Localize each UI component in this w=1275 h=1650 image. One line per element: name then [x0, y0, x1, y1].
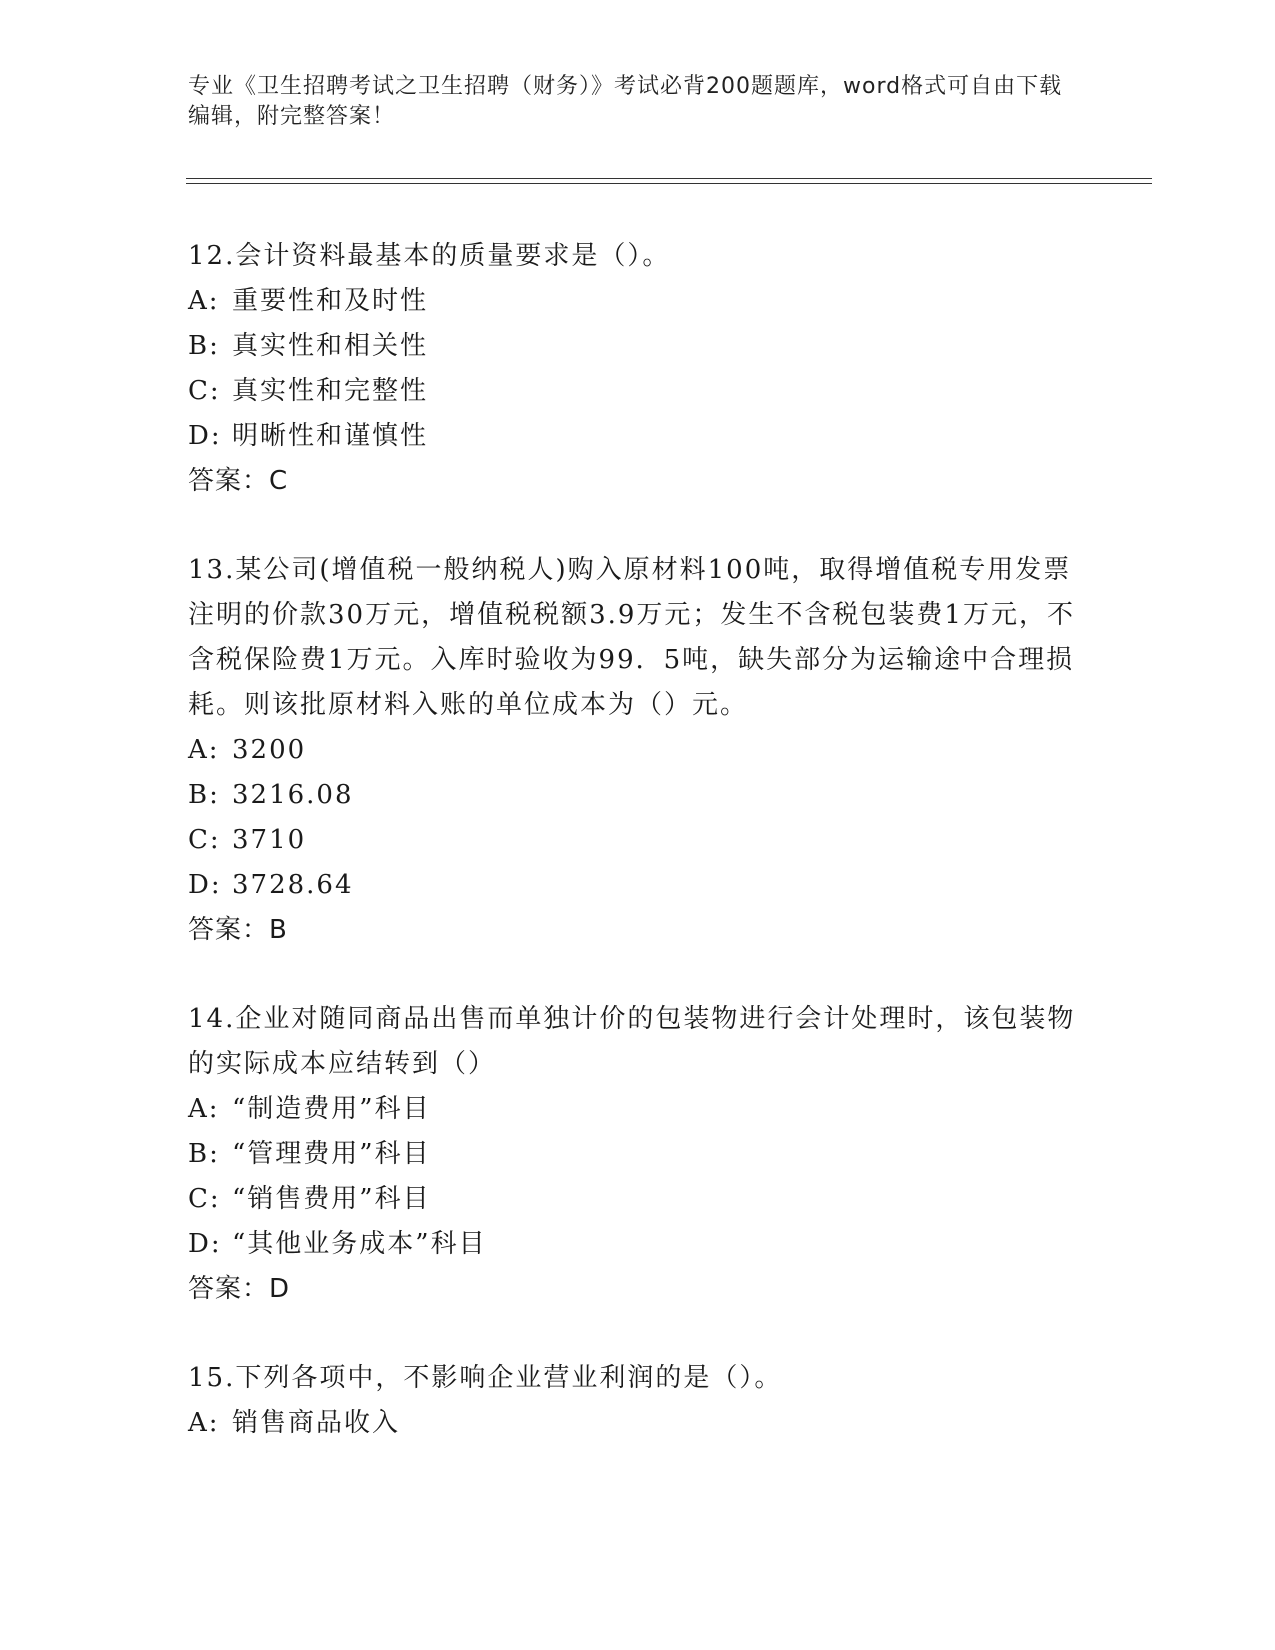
option-text: 重要性和及时性	[232, 286, 429, 316]
option-a	[188, 1087, 1088, 1132]
option-b	[188, 324, 1088, 369]
option-a	[188, 1401, 1088, 1446]
option-text: “管理费用”科目	[232, 1139, 431, 1169]
question-stem: 14.企业对随同商品出售而单独计价的包装物进行会计处理时，该包装物的实际成本应结转到（）	[188, 1004, 1076, 1079]
header-divider-bottom	[186, 183, 1152, 184]
option-text: 3200	[232, 735, 307, 765]
option-text: “其他业务成本”科目	[232, 1229, 487, 1259]
option-b	[188, 1132, 1088, 1177]
option-c	[188, 1177, 1088, 1222]
question-12	[188, 234, 1088, 504]
question-13	[188, 548, 1088, 953]
option-letter: A:	[188, 286, 220, 316]
option-a	[188, 728, 1088, 773]
answer-line: 答案：B	[188, 915, 288, 945]
option-letter: B:	[188, 780, 220, 810]
option-d	[188, 863, 1088, 908]
question-stem: 13.某公司(增值税一般纳税人)购入原材料100吨，取得增值税专用发票注明的价款30万元，增值税税额3.9万元；发生不含税包装费1万元，不含税保险费1万元。入库时验收为99．5吨，缺失部分为运输途中合理损耗。则该批原材料入账的单位成本为（）元。	[188, 555, 1075, 720]
option-text: 3710	[232, 825, 307, 855]
option-text: “销售费用”科目	[232, 1184, 431, 1214]
option-text: 3728.64	[232, 870, 354, 900]
document-header: 专业《卫生招聘考试之卫生招聘（财务）》考试必背200题题库，word格式可自由下载编辑，附完整答案！	[188, 74, 1063, 129]
option-c	[188, 369, 1088, 414]
question-stem: 15.下列各项中，不影响企业营业利润的是（）。	[188, 1363, 783, 1393]
option-letter: B:	[188, 1139, 220, 1169]
option-text: 真实性和相关性	[232, 331, 429, 361]
answer-line: 答案：C	[188, 466, 289, 496]
option-letter: A:	[188, 1094, 220, 1124]
option-letter: D:	[188, 1229, 222, 1259]
answer-line: 答案：D	[188, 1274, 291, 1304]
option-letter: C:	[188, 1184, 221, 1214]
option-letter: C:	[188, 825, 221, 855]
option-text: 3216.08	[232, 780, 354, 810]
question-list	[188, 234, 1088, 1490]
option-d	[188, 1222, 1088, 1267]
option-d	[188, 414, 1088, 459]
option-letter: D:	[188, 421, 222, 451]
option-c	[188, 818, 1088, 863]
option-b	[188, 773, 1088, 818]
question-15	[188, 1356, 1088, 1446]
question-14	[188, 997, 1088, 1312]
option-text: 真实性和完整性	[232, 376, 429, 406]
option-text: “制造费用”科目	[232, 1094, 431, 1124]
option-letter: B:	[188, 331, 220, 361]
option-letter: A:	[188, 735, 220, 765]
question-stem: 12.会计资料最基本的质量要求是（）。	[188, 241, 671, 271]
option-a	[188, 279, 1088, 324]
option-letter: C:	[188, 376, 221, 406]
option-text: 销售商品收入	[232, 1408, 401, 1438]
option-text: 明晰性和谨慎性	[232, 421, 429, 451]
option-letter: D:	[188, 870, 222, 900]
option-letter: A:	[188, 1408, 220, 1438]
header-divider-top	[186, 178, 1152, 179]
